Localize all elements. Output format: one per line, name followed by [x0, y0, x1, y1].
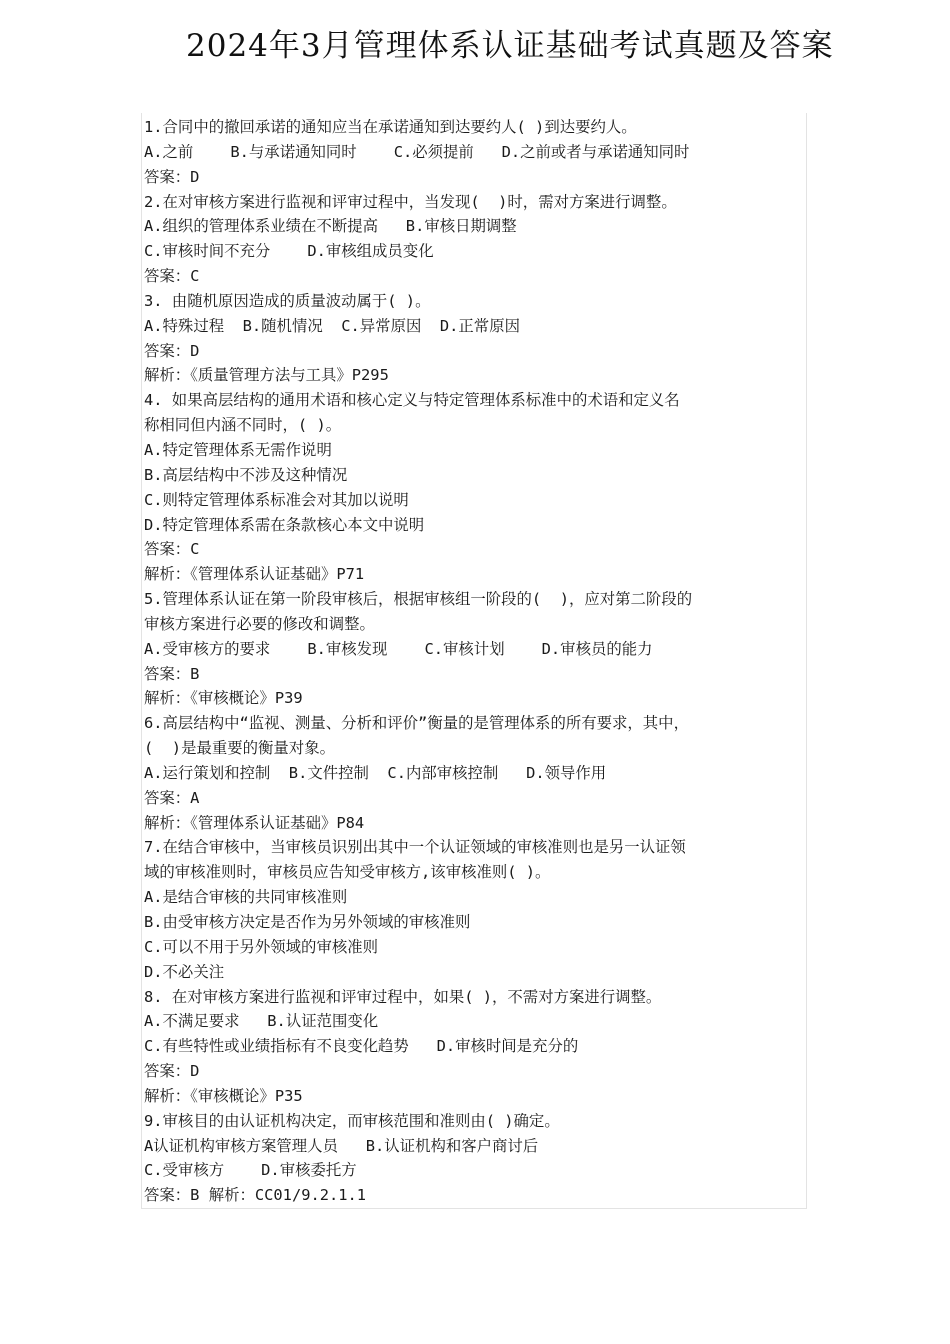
text-line: B.由受审核方决定是否作为另外领域的审核准则 [144, 913, 471, 931]
text-line: 称相同但内涵不同时，( )。 [144, 416, 342, 435]
text-line: A认证机构审核方案管理人员 B.认证机构和客户商讨后 [144, 1136, 539, 1155]
text-line: C.有些特性或业绩指标有不良变化趋势 D.审核时间是充分的 [144, 1037, 579, 1056]
text-line: 7.在结合审核中，当审核员识别出其中一个认证领域的审核准则也是另一认证领 [144, 838, 686, 857]
text-line: 3. 由随机原因造成的质量波动属于( )。 [144, 291, 431, 310]
text-line: 4. 如果高层结构的通用术语和核心定义与特定管理体系标准中的术语和定义名 [144, 391, 680, 410]
text-line: A.受审核方的要求 B.审核发现 C.审核计划 D.审核员的能力 [144, 639, 653, 658]
text-line: 答案：A [144, 788, 200, 807]
text-line: A.运行策划和控制 B.文件控制 C.内部审核控制 D.领导作用 [144, 763, 607, 782]
text-line: A.不满足要求 B.认证范围变化 [144, 1012, 379, 1031]
text-line: A.特殊过程 B.随机情况 C.异常原因 D.正常原因 [144, 316, 520, 335]
text-line: 答案：B [144, 664, 200, 683]
text-line: D.特定管理体系需在条款核心本文中说明 [144, 515, 425, 534]
text-line: A.之前 B.与承诺通知同时 C.必须提前 D.之前或者与承诺通知同时 [144, 142, 690, 161]
text-line: 解析：《管理体系认证基础》P71 [144, 565, 365, 584]
text-line: C.审核时间不充分 D.审核组成员变化 [144, 242, 434, 261]
text-line: 审核方案进行必要的修改和调整。 [144, 614, 375, 633]
text-line: A.是结合审核的共同审核准则 [144, 888, 348, 907]
text-line: 解析：《管理体系认证基础》P84 [144, 813, 365, 832]
text-line: 答案：D [144, 1062, 200, 1081]
text-line: 5.管理体系认证在第一阶段审核后，根据审核组一阶段的( )，应对第二阶段的 [144, 590, 693, 609]
text-line: 域的审核准则时，审核员应告知受审核方,该审核准则( )。 [144, 863, 551, 882]
text-line: 答案：C [144, 267, 200, 286]
question-list [144, 115, 808, 1208]
text-line: D.不必关注 [144, 962, 225, 981]
text-line: A.组织的管理体系业绩在不断提高 B.审核日期调整 [144, 217, 517, 236]
text-line: 解析：《审核概论》P35 [144, 1086, 303, 1105]
text-line: 9.审核目的由认证机构决定，而审核范围和准则由( )确定。 [144, 1111, 560, 1130]
text-line: C.可以不用于另外领域的审核准则 [144, 937, 379, 956]
text-line: B.高层结构中不涉及这种情况 [144, 465, 348, 484]
text-line: 2.在对审核方案进行监视和评审过程中，当发现( )时，需对方案进行调整。 [144, 192, 677, 211]
text-line: C.受审核方 D.审核委托方 [144, 1161, 357, 1180]
text-line: ( )是最重要的衡量对象。 [144, 739, 335, 758]
text-line: 答案：D [144, 167, 200, 186]
text-line: 答案：B 解析：CC01/9.2.1.1 [144, 1186, 367, 1205]
text-line: A.特定管理体系无需作说明 [144, 440, 332, 459]
text-line: 答案：C [144, 540, 200, 559]
page-title: 2024年3月管理体系认证基础考试真题及答案 [186, 28, 834, 64]
text-line: 解析：《质量管理方法与工具》P295 [144, 366, 389, 385]
text-line: 答案：D [144, 341, 200, 360]
text-line: 解析：《审核概论》P39 [144, 689, 303, 708]
text-line: 6.高层结构中“监视、测量、分析和评价”衡量的是管理体系的所有要求，其中， [144, 714, 689, 733]
text-line: 1.合同中的撤回承诺的通知应当在承诺通知到达要约人( )到达要约人。 [144, 118, 637, 136]
text-line: C.则特定管理体系标准会对其加以说明 [144, 490, 409, 509]
text-line: 8. 在对审核方案进行监视和评审过程中，如果( )，不需对方案进行调整。 [144, 987, 662, 1006]
